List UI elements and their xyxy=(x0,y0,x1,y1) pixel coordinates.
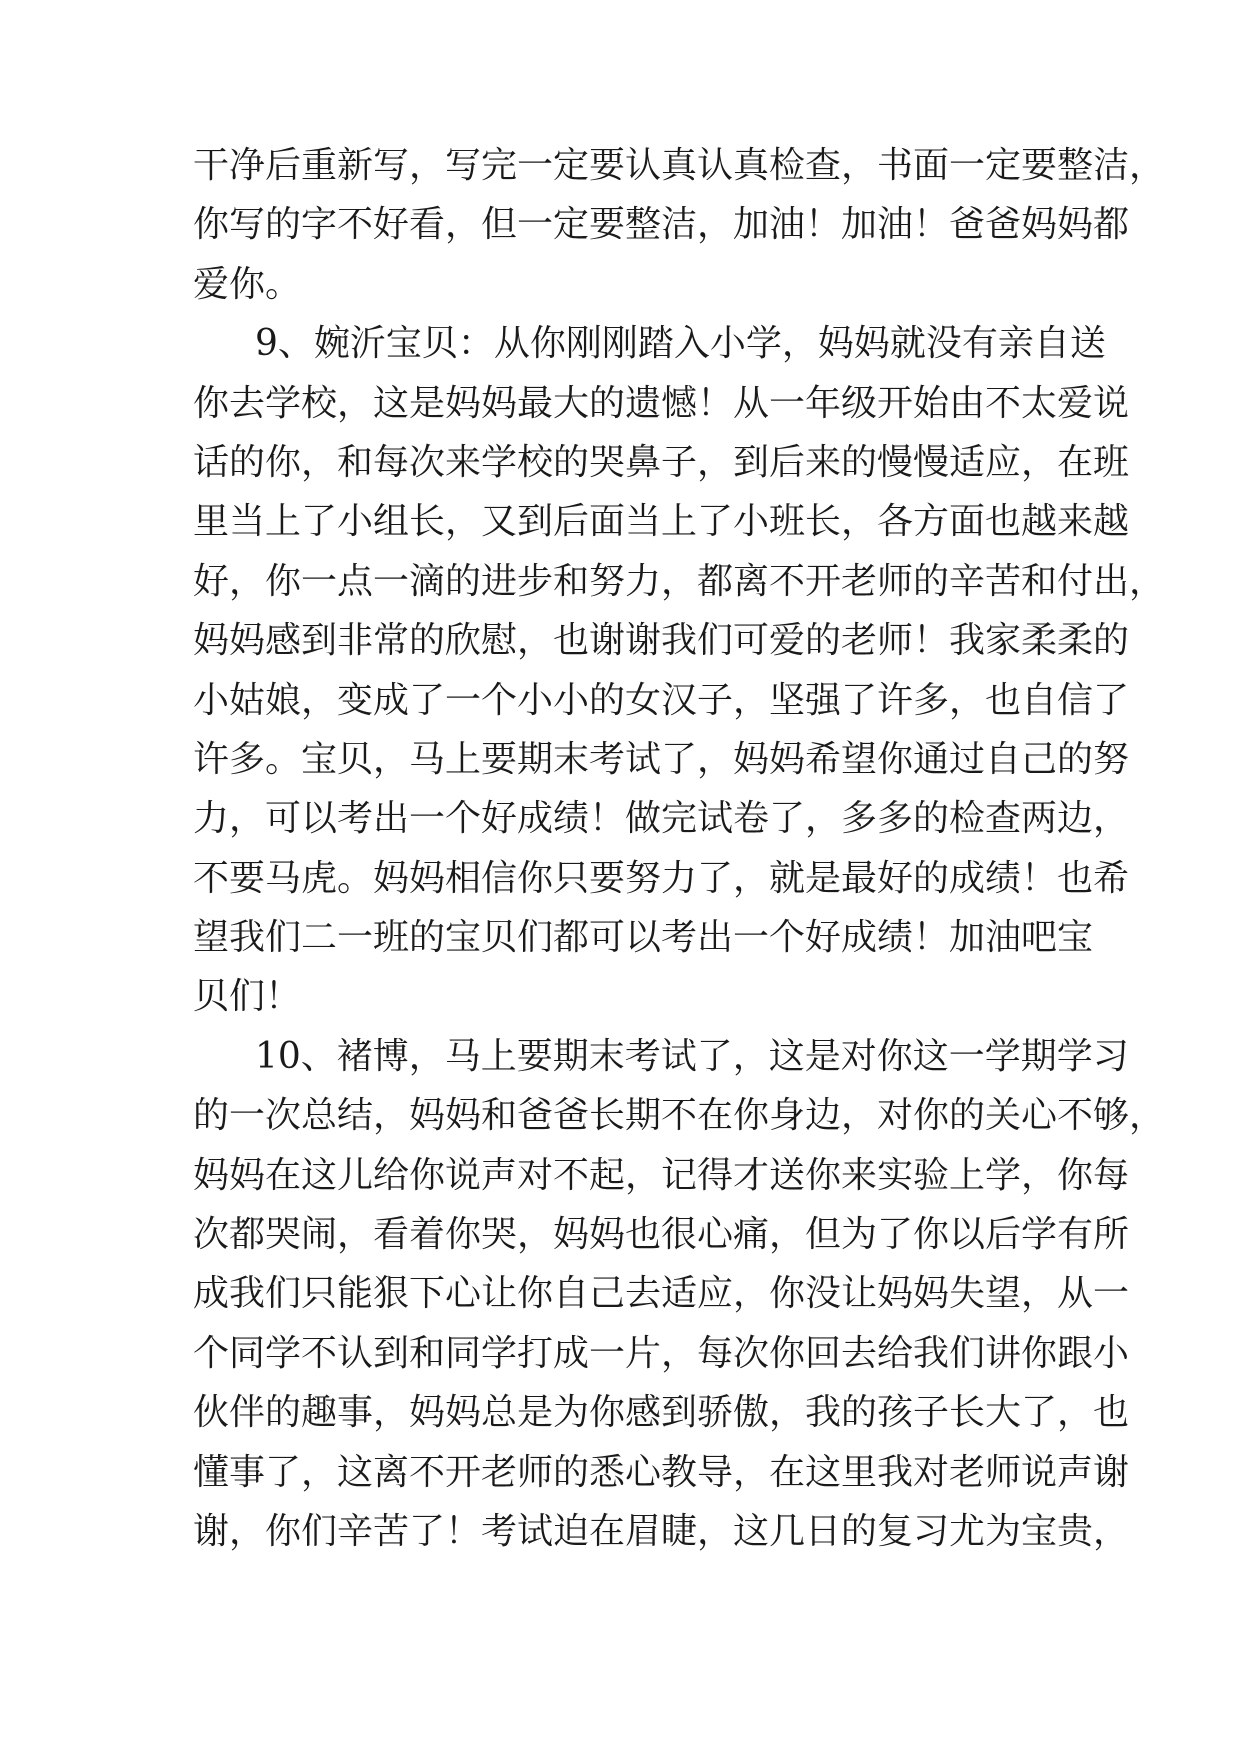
text-line: 话的你，和每次来学校的哭鼻子，到后来的慢慢适应，在班 xyxy=(193,441,1130,483)
text-line: 你去学校，这是妈妈最大的遗憾！从一年级开始由不太爱说 xyxy=(193,382,1130,424)
text-line: 小姑娘，变成了一个小小的女汉子，坚强了许多，也自信了 xyxy=(193,679,1130,721)
text-line: 次都哭闹，看着你哭，妈妈也很心痛，但为了你以后学有所 xyxy=(193,1214,1130,1256)
text-line: 贝们！ xyxy=(193,976,302,1018)
text-line: 的一次总结，妈妈和爸爸长期不在你身边，对你的关心不够， xyxy=(193,1095,1166,1137)
text-line: 望我们二一班的宝贝们都可以考出一个好成绩！加油吧宝 xyxy=(193,917,1094,959)
text-line: 谢，你们辛苦了！考试迫在眉睫，这几日的复习尤为宝贵， xyxy=(193,1510,1130,1552)
text-line: 伙伴的趣事，妈妈总是为你感到骄傲，我的孩子长大了，也 xyxy=(193,1392,1130,1434)
text-line: 干净后重新写，写完一定要认真认真检查，书面一定要整洁， xyxy=(193,145,1166,186)
text-line: 里当上了小组长，又到后面当上了小班长，各方面也越来越 xyxy=(193,501,1130,543)
text-line: 力，可以考出一个好成绩！做完试卷了，多多的检查两边， xyxy=(193,798,1130,840)
text-line: 妈妈感到非常的欣慰，也谢谢我们可爱的老师！我家柔柔的 xyxy=(193,620,1130,662)
body-text xyxy=(193,136,1166,1561)
text-line: 好，你一点一滴的进步和努力，都离不开老师的辛苦和付出， xyxy=(193,560,1166,602)
text-line: 许多。宝贝，马上要期末考试了，妈妈希望你通过自己的努 xyxy=(193,738,1130,780)
text-line: 不要马虎。妈妈相信你只要努力了，就是最好的成绩！也希 xyxy=(193,857,1130,899)
text-line: 妈妈在这儿给你说声对不起，记得才送你来实验上学，你每 xyxy=(193,1154,1130,1196)
text-line: 爱你。 xyxy=(193,263,302,305)
paragraph-first-line: 10、褚博，马上要期末考试了，这是对你这一学期学习 xyxy=(255,1035,1129,1077)
paragraph-first-line: 9、婉沂宝贝：从你刚刚踏入小学，妈妈就没有亲自送 xyxy=(255,323,1106,365)
text-line: 你写的字不好看，但一定要整洁，加油！加油！爸爸妈妈都 xyxy=(193,204,1130,246)
text-line: 个同学不认到和同学打成一片，每次你回去给我们讲你跟小 xyxy=(193,1332,1130,1374)
text-line: 成我们只能狠下心让你自己去适应，你没让妈妈失望，从一 xyxy=(193,1273,1130,1315)
text-line: 懂事了，这离不开老师的悉心教导，在这里我对老师说声谢 xyxy=(193,1451,1130,1493)
